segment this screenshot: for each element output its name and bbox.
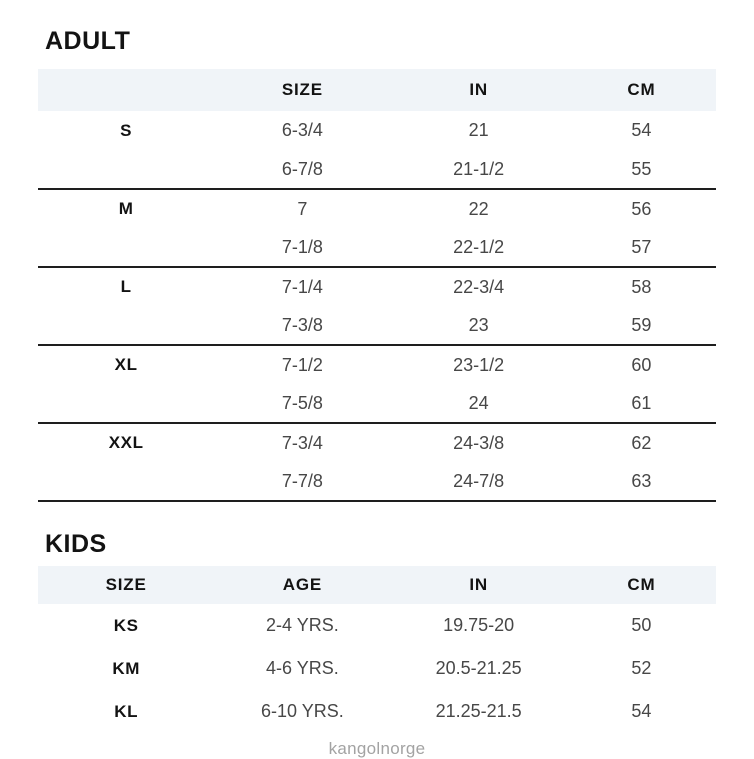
cell-hat-size: 7: [297, 198, 308, 219]
adult-col-size: SIZE: [214, 69, 390, 111]
cell-hat-size: 7-5/8: [281, 392, 323, 413]
table-row: [38, 462, 716, 501]
cell-age: 4-6 YRS.: [266, 658, 339, 678]
table-row: [38, 111, 716, 150]
cell-hat-size: 6-3/4: [281, 120, 323, 140]
cell-hat-size: 7-1/8: [281, 236, 323, 257]
adult-group-l: [38, 267, 716, 345]
adult-header-row: [38, 69, 716, 111]
cell-cm: 55: [631, 158, 652, 179]
cell-inches: 23-1/2: [453, 354, 505, 375]
size-label-empty: [38, 462, 214, 501]
table-row: [38, 267, 716, 306]
adult-size-table: [38, 69, 716, 502]
table-row: [38, 228, 716, 267]
cell-inches: 24-7/8: [453, 470, 505, 491]
cell-cm: 60: [631, 354, 652, 375]
adult-group-m: [38, 189, 716, 267]
adult-group-s: [38, 111, 716, 189]
cell-inches: 23: [468, 314, 489, 335]
cell-hat-size: 7-1/2: [281, 354, 323, 375]
cell-hat-size: 6-7/8: [281, 158, 323, 179]
kids-header-row: [38, 566, 716, 604]
kids-size-table: [38, 566, 716, 733]
cell-age: 2-4 YRS.: [266, 615, 339, 635]
cell-cm: 57: [631, 236, 652, 257]
cell-hat-size: 7-1/4: [281, 276, 323, 297]
size-label-empty: [38, 384, 214, 423]
cell-cm: 61: [631, 392, 652, 413]
size-label: KS: [113, 615, 139, 635]
adult-group-xxl: [38, 423, 716, 501]
kids-section-title: KIDS: [45, 530, 107, 558]
cell-inches: 19.75-20: [443, 615, 515, 635]
cell-hat-size: 7-3/8: [281, 314, 323, 335]
adult-group-xl: [38, 345, 716, 423]
table-row: [38, 647, 716, 690]
cell-inches: 21.25-21.5: [435, 701, 522, 721]
cell-cm: 59: [631, 314, 652, 335]
cell-inches: 24-3/8: [453, 432, 505, 453]
brand-watermark: kangolnorge: [328, 739, 426, 758]
cell-cm: 50: [631, 615, 652, 635]
cell-cm: 54: [631, 701, 652, 721]
size-label-empty: [38, 306, 214, 345]
size-label: S: [120, 120, 133, 140]
table-row: [38, 189, 716, 228]
cell-cm: 63: [631, 470, 652, 491]
size-label: XL: [114, 355, 138, 374]
cell-hat-size: 7-3/4: [281, 432, 323, 453]
adult-section-title: ADULT: [45, 27, 131, 55]
cell-hat-size: 7-7/8: [281, 470, 323, 491]
cell-cm: 58: [631, 276, 652, 297]
table-row: [38, 150, 716, 189]
kids-col-size: SIZE: [38, 566, 214, 604]
table-row: [38, 423, 716, 462]
cell-cm: 52: [631, 658, 652, 678]
cell-inches: 22: [468, 198, 489, 219]
adult-col-cm: CM: [567, 69, 716, 111]
table-row: [38, 306, 716, 345]
table-row: [38, 345, 716, 384]
table-row: [38, 604, 716, 647]
cell-inches: 20.5-21.25: [435, 658, 522, 678]
kids-col-in: IN: [391, 566, 567, 604]
cell-inches: 21: [468, 120, 489, 140]
table-row: [38, 690, 716, 733]
cell-age: 6-10 YRS.: [261, 701, 344, 721]
cell-inches: 21-1/2: [453, 158, 505, 179]
cell-inches: 22-1/2: [453, 236, 505, 257]
kids-col-cm: CM: [567, 566, 716, 604]
cell-inches: 24: [468, 392, 489, 413]
table-row: [38, 384, 716, 423]
cell-cm: 62: [631, 432, 652, 453]
kids-col-age: AGE: [214, 566, 390, 604]
cell-inches: 22-3/4: [453, 276, 505, 297]
size-label-empty: [38, 228, 214, 267]
adult-col-in: IN: [391, 69, 567, 111]
size-label: L: [120, 277, 132, 296]
adult-col-blank: [38, 69, 214, 111]
size-label: XXL: [108, 433, 144, 452]
size-label: KL: [114, 701, 139, 721]
size-label-empty: [38, 150, 214, 189]
size-label: M: [118, 199, 134, 218]
size-label: KM: [112, 658, 140, 678]
cell-cm: 56: [631, 198, 652, 219]
cell-cm: 54: [631, 120, 652, 140]
